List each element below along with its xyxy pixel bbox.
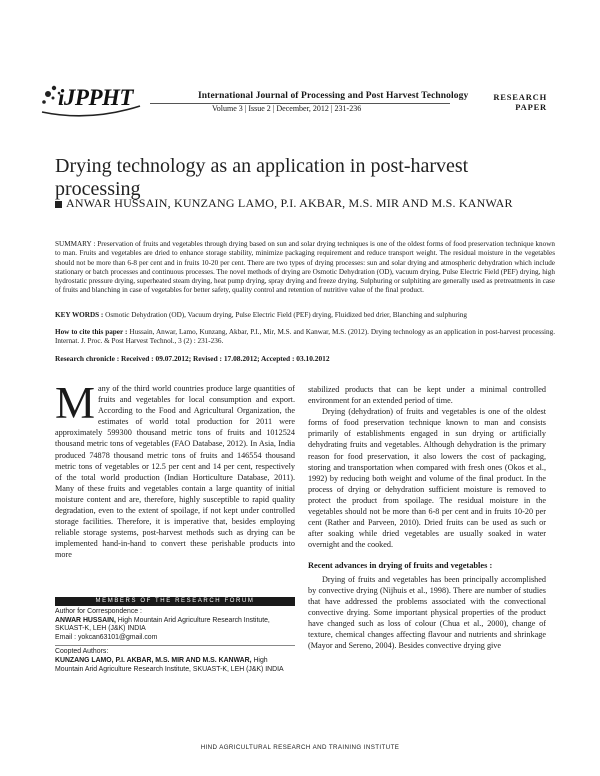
correspondence-label: Author for Correspondence : (55, 608, 142, 615)
correspondence-affiliation: High Mountain Arid Agriculture Research Institute, SKUAST-K, LEH (J&K) INDIA (55, 616, 270, 633)
author-line (55, 196, 513, 211)
forum-divider (55, 645, 295, 646)
paper-type-line1: RESEARCH (493, 92, 547, 102)
paper-type-label (487, 92, 547, 112)
coopted-authors (55, 657, 295, 674)
coopted-affiliation: High Mountain Arid Agriculture Research Institute, SKUAST-K, LEH (J&K) INDIA (55, 656, 284, 673)
research-forum (55, 608, 295, 674)
research-chronicle: Research chronicle : Received : 09.07.2012; Revised : 17.08.2012; Accepted : 03.10.2012 (55, 354, 330, 363)
cite-text: Hussain, Anwar, Lamo, Kunzang, Akbar, P.I., Mir, M.S. and Kanwar, M.S. (2012). Drying technology as an application in post-harvest processing. Internat. J. Proc. & Post Harvest Technol., 3 (2) : 231-236. (55, 328, 555, 346)
summary-block (55, 240, 555, 296)
body-right-column (308, 384, 546, 651)
summary-label: SUMMARY : (55, 240, 96, 248)
intro-paragraph (55, 378, 295, 561)
citation-block (55, 328, 555, 347)
section-heading: Recent advances in drying of fruits and vegetables : (308, 561, 493, 571)
logo-text: iJPPHT (58, 85, 133, 110)
bullet-square-icon (55, 201, 62, 208)
paper-type-line2: PAPER (515, 102, 547, 112)
keywords-label: KEY WORDS : (55, 311, 104, 319)
page-footer: HIND AGRICULTURAL RESEARCH AND TRAINING INSTITUTE (200, 744, 400, 751)
cite-label: How to cite this paper : (55, 328, 128, 336)
dropcap: M (55, 378, 96, 428)
coopted-label: Coopted Authors: (55, 648, 109, 656)
keywords-text: Osmotic Dehydration (OD), Vacuum drying, Pulse Electric Field (PEF) drying, Fluidized bed drier, Blanching and sulphuring (105, 311, 468, 319)
journal-meta: Volume 3 | Issue 2 | December, 2012 | 231-236 (212, 104, 362, 113)
coopted-names: KUNZANG LAMO, P.I. AKBAR, M.S. MIR AND M.S. KANWAR, (55, 656, 252, 664)
right-paragraph-3: Drying of fruits and vegetables has been principally accomplished by convective drying (Nijhuis et al., 1998). There are number of studies that have addressed the problems associated with the convectional convective drying. Some important physical properties of the product have changed such as loss of colour (Chua et al., 2000), change of texture, chemical changes affecting flavour and nutrients and shrinkage (Mayor and Sereno, 2004). Besides convective drying give (308, 574, 546, 651)
keywords-block (55, 311, 555, 320)
intro-text: any of the third world countries produce large quantities of fruits and vegetables for local consumption and export. According to the Food and Agricultural Organization, the estimates of world total production for 2011 were approximately 599300 thousand metric tons of fruits and 1012524 thousand metric tons of vegetables (FAO Database, 2012). In Asia, India produced 74878 thousand metric tons of fruits and 146554 thousand metric tons of vegetables or 12.5 per cent and 14 per cent, respectively of the total world production (Indian Horticulture Database, 2011). Many of these fruits and vegetables contain a large quantity of initial moisture content and are, therefore, highly susceptible to rapid quality degradation, even to the extent of spoilage, if not kept under controlled storage facilities. Therefore, it is imperative that, besides employing reliable storage systems, post-harvest methods such as drying can be implemented hand-in-hand to convert these perishable products into more (55, 384, 295, 560)
body-left-column (55, 378, 295, 561)
correspondence-email: Email : yokcan63101@gmail.com (55, 633, 158, 641)
article-title: Drying technology as an application in post-harvest processing (55, 155, 469, 200)
right-paragraph-2: Drying (dehydration) of fruits and vegetables is one of the oldest forms of food preservation technique known to man and consists primarily of establishments engaged in sun drying or artificially dehydrating fruits and vegetables. Although dehydration is the primary reason for food preservation, it also lowers the cost of packaging, storing and transportation when compared with fresh ones (Okos et al., 1992) by reducing both weight and volume of the final product. In the process of drying or dehydration sufficient moisture is removed to protect the product from spoilage. The residual moisture in the vegetables should not be more than 6-8 per cent and in fruits 10-20 per cent (Rather and Parveen, 2010). Dried fruits can be used as such or after soaking while dried vegetables are usually soaked in water overnight and the cooked. (308, 407, 546, 550)
correspondence-author (55, 617, 295, 634)
correspondence-name: ANWAR HUSSAIN, (55, 616, 116, 624)
research-forum-bar: MEMBERS OF THE RESEARCH FORUM (55, 597, 295, 606)
journal-name: International Journal of Processing and Post Harvest Technology (198, 91, 469, 101)
author-names: ANWAR HUSSAIN, KUNZANG LAMO, P.I. AKBAR, M.S. MIR AND M.S. KANWAR (66, 196, 513, 210)
summary-text: Preservation of fruits and vegetables through drying based on sun and solar drying techniques is one of the oldest forms of food preservation technique known to man. Fruits and vegetables are dried to enhance storage stability, minimize packaging requirement and reduce transport weight. The residual moisture in the vegetables should not be more than 6-8 per cent and in fruits 10-20 per cent. There are two types of drying processes: sun and solar drying and atmospheric dehydration which include stationary or batch processes and continuous processes. The novel methods of drying are Osmotic Dehydration (OD), vacuum drying, Pulse Electric Field (PEF) drying, high hydrostatic pressure drying, superheated steam drying, heat pump drying, spray drying and freeze drying. Sulphuring or sulphiting are generally used as pretreatments in case of fruits and blanching in case of vegetables for better safety, quality control and retention of nutritive value of the final product. (55, 240, 555, 295)
right-paragraph-1: stabilized products that can be kept under a minimal controlled environment for an extended period of time. (308, 385, 546, 406)
